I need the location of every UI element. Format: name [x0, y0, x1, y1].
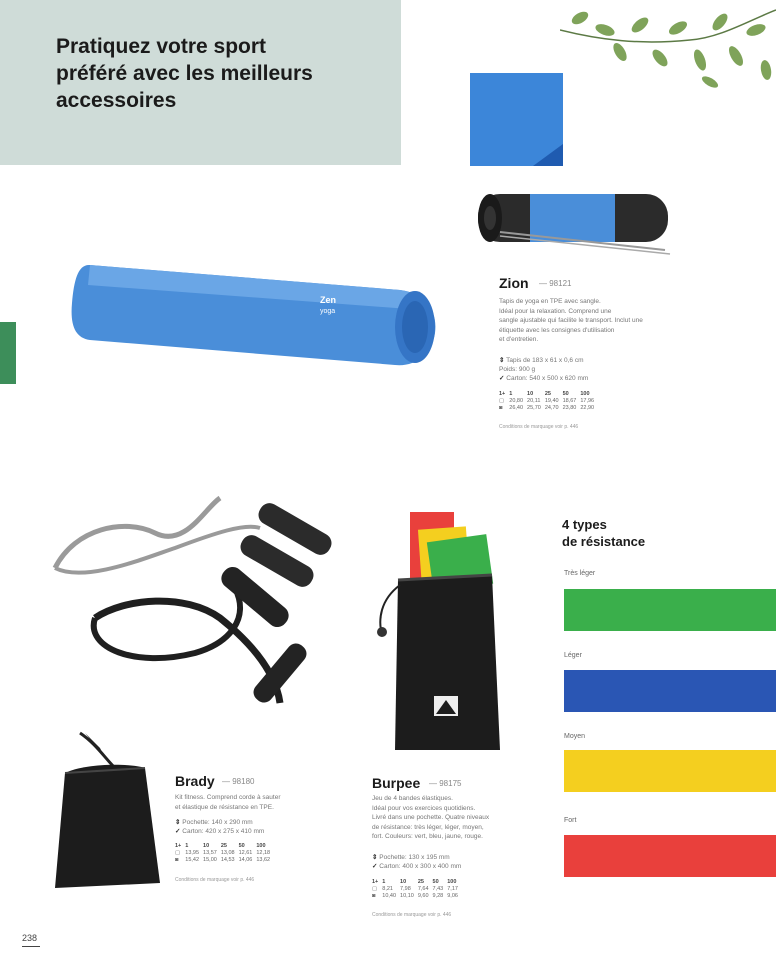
resistance-label-light: Léger	[564, 652, 582, 659]
burpee-description: Jeu de 4 bandes élastiques. Idéal pour vos exercices quotidiens. Livré dans une pochette. Quatre niveaux de résistance: très léger, léger, moyen, fort. Couleurs: vert, bleu, jaune, rouge.	[372, 795, 490, 840]
resistance-band-green	[564, 589, 776, 631]
resistance-band-red	[564, 835, 776, 877]
burpee-footnote: Conditions de marquage voir p. 446	[372, 912, 452, 918]
resistance-bands-image	[370, 510, 510, 755]
brady-description: Kit fitness. Comprend corde à sauter et élastique de résistance en TPE.	[175, 794, 281, 811]
page-number: 238	[22, 933, 38, 943]
burpee-spec: ⇕ Pochette: 130 x 195 mm ✓ Carton: 400 x 300 x 400 mm	[372, 854, 462, 870]
zion-title: Zion	[499, 275, 529, 291]
zion-ref: — 98121	[539, 279, 572, 288]
burpee-ref: — 98175	[429, 779, 462, 788]
resistance-label-strong: Fort	[564, 817, 577, 824]
burpee-price-table: 1+ 1 10 25 50 100 ▢ 8,21 7,98 7,64 7,43 7,17 ◙ 10,40 10,10 9,60 9,28 9,06	[372, 879, 458, 899]
burpee-title: Burpee	[372, 775, 421, 791]
page-number-underline	[22, 946, 40, 947]
svg-text:Zen: Zen	[320, 295, 337, 305]
headline-line-1: Pratiquez votre sport	[56, 35, 267, 58]
resistance-label-medium: Moyen	[564, 733, 586, 740]
resistance-band-blue	[564, 670, 776, 712]
brady-title: Brady	[175, 773, 215, 789]
zion-price-table: 1+ 1 10 25 50 100 ▢ 20,80 20,11 19,40 18,67 17,96 ◙ 26,40 25,70 24,70 23,80 22,90	[499, 391, 595, 411]
headline-line-2: préféré avec les meilleurs	[56, 62, 313, 85]
brady-ref: — 98180	[222, 777, 255, 786]
rolled-mat-image	[470, 188, 680, 260]
yoga-mat-image	[70, 255, 440, 375]
color-swatch-blue	[470, 73, 563, 166]
brady-pouch-image	[45, 728, 165, 893]
headline-line-3: accessoires	[56, 89, 177, 112]
leaves-decoration	[560, 0, 776, 100]
brady-footnote: Conditions de marquage voir p. 446	[175, 877, 255, 883]
section-tab	[0, 322, 16, 384]
zion-description: Tapis de yoga en TPE avec sangle. Idéal pour la relaxation. Comprend une sangle ajustable qui facilite le transport. Inclut une étiquette avec les consignes d'utilisation et d'entretien.	[499, 298, 643, 343]
resistance-band-yellow	[564, 750, 776, 792]
brady-spec: ⇕ Pochette: 140 x 290 mm ✓ Carton: 420 x 275 x 410 mm	[175, 819, 265, 835]
zion-footnote: Conditions de marquage voir p. 446	[499, 424, 579, 430]
brady-price-table: 1+ 1 10 25 50 100 ▢ 13,95 13,57 13,08 12,61 12,18 ◙ 15,42 15,00 14,53 14,06 13,62	[175, 843, 271, 863]
resistance-label-very-light: Très léger	[564, 570, 596, 577]
page-headline	[56, 33, 386, 114]
resistance-title: 4 types de résistance	[562, 517, 646, 549]
zion-spec: ⇕ Tapis de 183 x 61 x 0,6 cm Poids: 900 g ✓ Carton: 540 x 500 x 620 mm	[499, 357, 589, 382]
fitness-kit-image	[45, 488, 340, 733]
svg-text:yoga: yoga	[320, 308, 336, 315]
